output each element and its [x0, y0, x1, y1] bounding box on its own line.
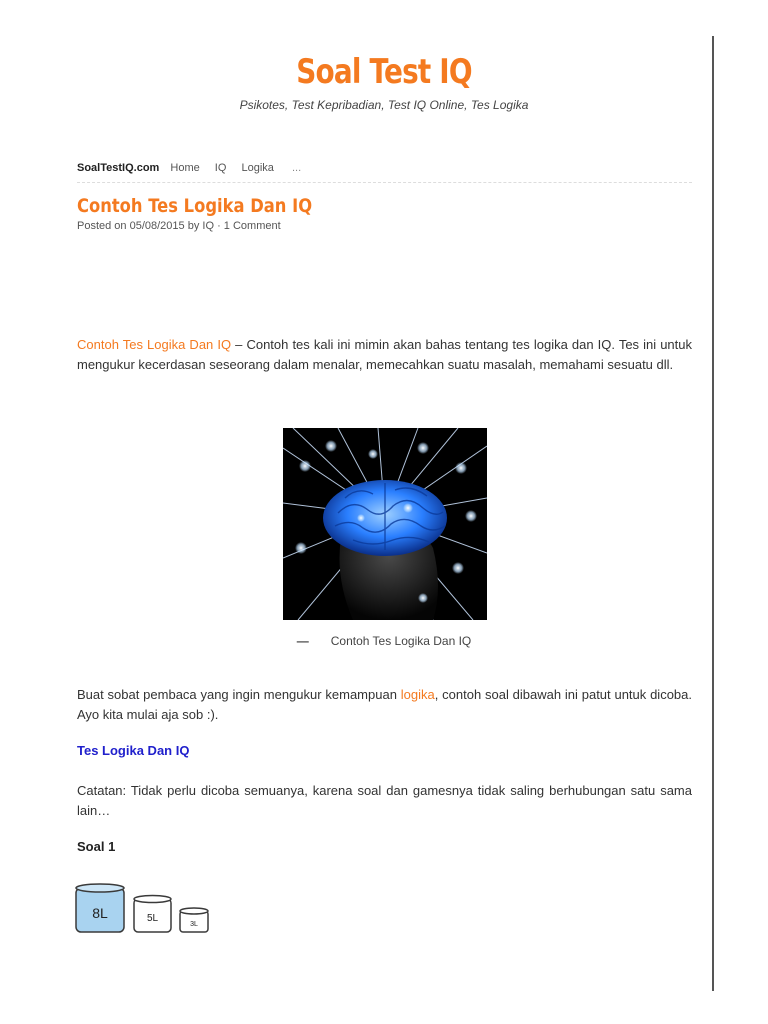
note-paragraph: Catatan: Tidak perlu dicoba semuanya, karena soal dan gamesnya tidak saling berhubungan satu sama lain… — [77, 783, 692, 818]
site-title[interactable]: Soal Test IQ — [296, 52, 472, 92]
scrollbar[interactable] — [712, 36, 714, 991]
nav-item-iq[interactable]: IQ — [214, 162, 227, 174]
post-date-link[interactable]: 05/08/2015 — [129, 220, 185, 232]
main-nav — [77, 162, 301, 174]
meta-separator: · — [214, 220, 224, 232]
jar-3l-label: 3L — [190, 921, 198, 928]
nav-more-icon[interactable]: ... — [291, 162, 302, 174]
nav-divider — [77, 182, 692, 183]
image-caption — [0, 634, 768, 648]
jar-8l-label: 8L — [92, 905, 108, 921]
post-title[interactable]: Contoh Tes Logika Dan IQ — [77, 195, 313, 217]
caption-text: Contoh Tes Logika Dan IQ — [330, 634, 472, 648]
brain-icon — [283, 428, 487, 620]
caption-dash: — — [296, 634, 309, 648]
meta-prefix: Posted on — [77, 220, 130, 232]
brain-image — [283, 428, 487, 620]
comments-link[interactable]: 1 Comment — [223, 220, 281, 232]
site-tagline: Psikotes, Test Kepribadian, Test IQ Online, Tes Logika — [239, 98, 529, 112]
nav-item-logika[interactable]: Logika — [241, 162, 274, 174]
section-heading-link[interactable]: Tes Logika Dan IQ — [77, 743, 190, 758]
jar-5l-label: 5L — [146, 913, 159, 924]
paragraph-2 — [77, 685, 692, 725]
intro-text: – Contoh tes kali ini mimin akan bahas tentang tes logika dan IQ. Tes ini untuk mengukur kecerdasan seseorang dalam menalar, memecahkan suatu masalah, memahami sesuatu dll. — [77, 337, 692, 372]
nav-item-home[interactable]: Home — [170, 162, 200, 174]
soal-label: Soal 1 — [77, 839, 116, 854]
intro-title-link[interactable]: Contoh Tes Logika Dan IQ — [77, 337, 232, 352]
nav-brand-link[interactable]: SoalTestIQ.com — [77, 162, 160, 174]
intro-paragraph — [77, 335, 692, 375]
para2-after: , contoh soal dibawah ini patut untuk dicoba. Ayo kita mulai aja sob :). — [77, 687, 692, 722]
logika-link[interactable]: logika — [400, 687, 435, 702]
jars-image — [74, 879, 214, 939]
meta-by: by — [184, 220, 203, 232]
para2-before: Buat sobat pembaca yang ingin mengukur kemampuan — [77, 687, 401, 702]
jars-icon — [74, 879, 214, 939]
post-meta — [77, 220, 281, 232]
author-link[interactable]: IQ — [202, 220, 215, 232]
